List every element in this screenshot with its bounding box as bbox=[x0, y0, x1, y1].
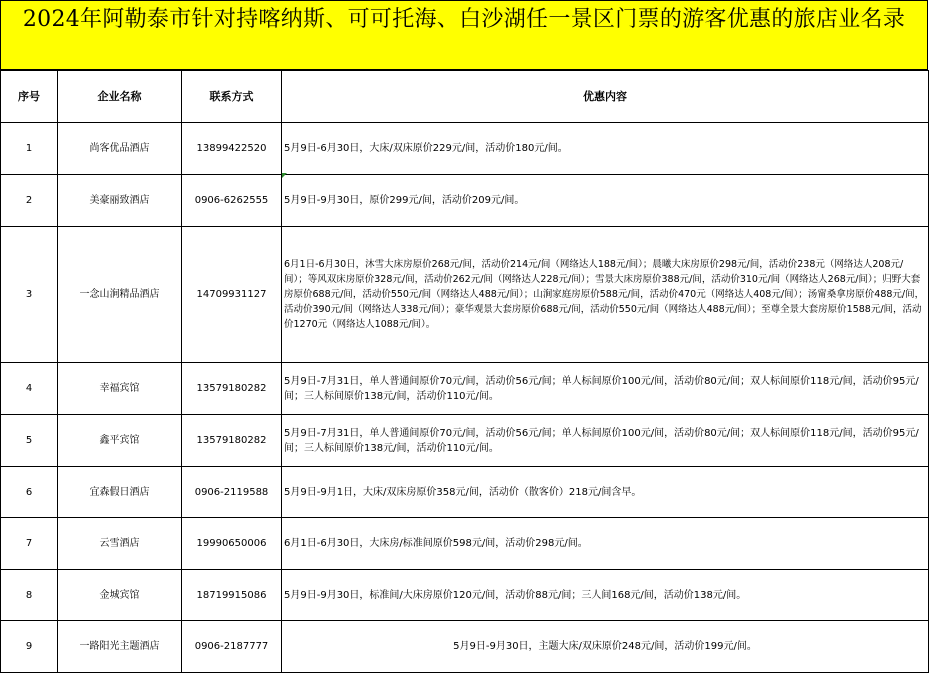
cell-index[interactable]: 6 bbox=[1, 467, 58, 518]
table-row bbox=[1, 570, 929, 621]
cell-name[interactable]: 尚客优品酒店 bbox=[58, 123, 182, 175]
cell-name[interactable]: 鑫平宾馆 bbox=[58, 415, 182, 467]
cell-name[interactable]: 幸福宾馆 bbox=[58, 363, 182, 415]
hotel-table bbox=[0, 70, 929, 673]
cell-name[interactable]: 宜森假日酒店 bbox=[58, 467, 182, 518]
cell-offer[interactable]: 5月9日-6月30日，大床/双床原价229元/间，活动价180元/间。 bbox=[282, 123, 929, 175]
page-title: 2024年阿勒泰市针对持喀纳斯、可可托海、白沙湖任一景区门票的游客优惠的旅店业名录 bbox=[0, 0, 928, 70]
cell-contact[interactable]: 13579180282 bbox=[182, 363, 282, 415]
cell-contact[interactable]: 13899422520 bbox=[182, 123, 282, 175]
cell-index[interactable]: 7 bbox=[1, 518, 58, 570]
header-contact[interactable]: 联系方式 bbox=[182, 71, 282, 123]
table-row bbox=[1, 227, 929, 363]
cell-contact[interactable]: 0906-2119588 bbox=[182, 467, 282, 518]
table-row bbox=[1, 518, 929, 570]
cell-offer[interactable]: 6月1日-6月30日，沐雪大床房原价268元/间，活动价214元/间（网络达人188元/间）；晨曦大床房原价298元/间，活动价238元（网络达人208元/间）；等风双床房原价328元/间，活动价262元/间（网络达人228元/间）；雪景大床房原价388元/间，活动价310元/间（网络达人268元/间）；归野大套房原价688元/间，活动价550元/间（网络达人488元/间）；山涧家庭房原价588元/间，活动价470元（网络达人408元/间）；汤甯桑拿房原价488元/间，活动价390元/间（网络达人338元/间）；豪华观景大套房原价688元/间，活动价550元/间（网络达人488元/间）；至尊全景大套房原价1588元/间，活动价1270元（网络达人1088元/间）。 bbox=[282, 227, 929, 363]
cell-offer[interactable]: 5月9日-7月31日，单人普通间原价70元/间，活动价56元/间；单人标间原价100元/间，活动价80元/间；双人标间原价118元/间，活动价95元/间；三人标间原价138元/间，活动价110元/间。 bbox=[282, 415, 929, 467]
cell-name[interactable]: 云雪酒店 bbox=[58, 518, 182, 570]
cell-contact[interactable]: 18719915086 bbox=[182, 570, 282, 621]
table-row bbox=[1, 175, 929, 227]
cell-index[interactable]: 8 bbox=[1, 570, 58, 621]
cell-contact[interactable]: 0906-2187777 bbox=[182, 621, 282, 673]
cell-index[interactable]: 2 bbox=[1, 175, 58, 227]
cell-offer[interactable]: 5月9日-7月31日，单人普通间原价70元/间，活动价56元/间；单人标间原价100元/间，活动价80元/间；双人标间原价118元/间，活动价95元/间；三人标间原价138元/间，活动价110元/间。 bbox=[282, 363, 929, 415]
header-index[interactable]: 序号 bbox=[1, 71, 58, 123]
table-row bbox=[1, 415, 929, 467]
cell-contact[interactable]: 19990650006 bbox=[182, 518, 282, 570]
cell-index[interactable]: 4 bbox=[1, 363, 58, 415]
cell-offer[interactable]: 5月9日-9月30日，原价299元/间，活动价209元/间。 bbox=[282, 175, 929, 227]
header-name[interactable]: 企业名称 bbox=[58, 71, 182, 123]
table-row bbox=[1, 123, 929, 175]
cell-name[interactable]: 金城宾馆 bbox=[58, 570, 182, 621]
cell-contact[interactable]: 13579180282 bbox=[182, 415, 282, 467]
cell-index[interactable]: 3 bbox=[1, 227, 58, 363]
table-row bbox=[1, 363, 929, 415]
cell-offer[interactable]: 5月9日-9月1日，大床/双床房原价358元/间，活动价（散客价）218元/间含早。 bbox=[282, 467, 929, 518]
cell-offer[interactable]: 6月1日-6月30日，大床房/标准间原价598元/间，活动价298元/间。 bbox=[282, 518, 929, 570]
cell-name[interactable]: 美豪丽致酒店 bbox=[58, 175, 182, 227]
comment-indicator-icon bbox=[282, 173, 287, 178]
cell-index[interactable]: 1 bbox=[1, 123, 58, 175]
cell-offer[interactable]: 5月9日-9月30日，主题大床/双床原价248元/间，活动价199元/间。 bbox=[282, 621, 929, 673]
header-row bbox=[1, 71, 929, 123]
cell-contact[interactable]: 0906-6262555 bbox=[182, 175, 282, 227]
cell-contact[interactable]: 14709931127 bbox=[182, 227, 282, 363]
cell-name[interactable]: 一念山涧精品酒店 bbox=[58, 227, 182, 363]
table-row bbox=[1, 467, 929, 518]
cell-offer[interactable]: 5月9日-9月30日，标准间/大床房原价120元/间，活动价88元/间；三人间168元/间，活动价138元/间。 bbox=[282, 570, 929, 621]
cell-index[interactable]: 9 bbox=[1, 621, 58, 673]
cell-index[interactable]: 5 bbox=[1, 415, 58, 467]
cell-name[interactable]: 一路阳光主题酒店 bbox=[58, 621, 182, 673]
header-offer[interactable]: 优惠内容 bbox=[282, 71, 929, 123]
table-row bbox=[1, 621, 929, 673]
